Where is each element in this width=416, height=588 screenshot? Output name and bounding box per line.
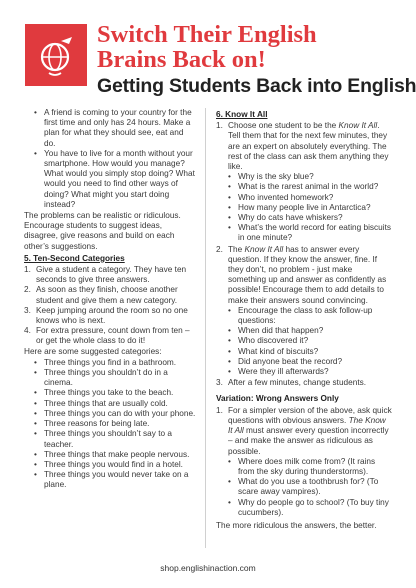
title-line-1: Switch Their English <box>97 21 317 48</box>
question-list <box>216 172 392 243</box>
category-list <box>24 358 196 491</box>
list-item: • Three things you find in a bathroom. <box>44 358 196 368</box>
subtitle: Getting Students Back into English <box>97 75 416 97</box>
list-item: • Where does milk come from? (It rains from the sky during thunderstorms). <box>238 457 392 477</box>
intro-bullet-list <box>24 108 196 210</box>
title-line-2: Brains Back on! <box>97 46 266 73</box>
step-item: 2. The Know It All has to answer every question. If they know the answer, fine. If they don’t, no problem - just make something up and answer as confidently as possible! Encourage them to add details to make their answers sound convincing. <box>216 244 387 305</box>
body-paragraph: The problems can be realistic or ridiculous. Encourage students to suggest ideas, disagree, give reasons and build on each other’s suggestions. <box>24 211 181 251</box>
footer-url: shop.englishinaction.com <box>160 563 256 573</box>
list-item: • Three things you would find in a hotel. <box>44 460 196 470</box>
list-item: • Why do people go to school? (To buy tiny cucumbers). <box>238 498 392 518</box>
list-item: • Three things you shouldn’t do in a cinema. <box>44 368 196 388</box>
list-item: • Three things you would never take on a plane. <box>44 470 196 490</box>
section-heading-6: 6. Know It All <box>216 110 268 119</box>
list-item: • Who discovered it? <box>238 336 392 346</box>
step-item: 1. For a simpler version of the above, ask quick questions with obvious answers. The Know It All must answer every question incorrectly – and make the answer as ridiculous as possible. <box>216 405 392 456</box>
right-column <box>216 108 392 532</box>
list-item: • What kind of biscuits? <box>238 347 392 357</box>
list-item: • A friend is coming to your country for the first time and only has 24 hours. Make a plan for what they should see, eat and do. <box>44 108 196 149</box>
list-item: • You have to live for a month without your smartphone. How would you manage? What would you simply stop doing? What would you need to find other ways of doing? What might you start doing instead? <box>44 149 196 210</box>
column-divider <box>205 108 206 548</box>
categories-intro: Here are some suggested categories: <box>24 346 162 356</box>
list-item: • Encourage the class to ask follow-up questions: <box>238 306 392 326</box>
closing-line: The more ridiculous the answers, the better. <box>216 520 377 530</box>
list-item: • Did anyone beat the record? <box>238 357 392 367</box>
list-item: • Three things that are usually cold. <box>44 399 196 409</box>
followup-list <box>216 306 392 377</box>
list-item: • Three things you take to the beach. <box>44 388 196 398</box>
step-item: 4. For extra pressure, count down from ten – or get the whole class to do it! <box>24 326 190 346</box>
list-item: • Three things you can do with your phone. <box>44 409 196 419</box>
list-item: • What is the rarest animal in the world? <box>238 182 392 192</box>
variation-heading: Variation: Wrong Answers Only <box>216 394 339 404</box>
list-item: • Why do cats have whiskers? <box>238 213 392 223</box>
step-item: 1. Choose one student to be the Know It All. Tell them that for the next few minutes, they are an expert on absolutely everything. The rest of the class can ask them anything they like. <box>216 121 389 172</box>
variation-question-list <box>216 457 392 518</box>
title-block <box>97 21 416 98</box>
step-item: 1. Give a student a category. They have ten seconds to give three answers. <box>24 265 187 285</box>
step-item: 3. After a few minutes, change students. <box>216 378 367 388</box>
list-item: • Three things you shouldn’t say to a teacher. <box>44 429 196 449</box>
list-item: • Who invented homework? <box>238 193 392 203</box>
section-heading-5: 5. Ten-Second Categories <box>24 253 125 263</box>
list-item: • Were they ill afterwards? <box>238 367 392 377</box>
list-item: • Three reasons for being late. <box>44 419 196 429</box>
list-item: • When did that happen? <box>238 326 392 336</box>
list-item: • How many people live in Antarctica? <box>238 203 392 213</box>
list-item: • Why is the sky blue? <box>238 172 392 182</box>
list-item: • What do you use a toothbrush for? (To scare away vampires). <box>238 477 392 497</box>
brand-logo <box>25 24 87 86</box>
step-item: 3. Keep jumping around the room so no one knows who is next. <box>24 305 188 326</box>
step-item: 2. As soon as they finish, choose another student and give them a new category. <box>24 285 178 305</box>
list-item: • Three things that make people nervous. <box>44 450 196 460</box>
left-column <box>24 108 196 492</box>
globe-plane-icon <box>25 24 87 86</box>
list-item: • What’s the world record for eating biscuits in one minute? <box>238 223 392 243</box>
